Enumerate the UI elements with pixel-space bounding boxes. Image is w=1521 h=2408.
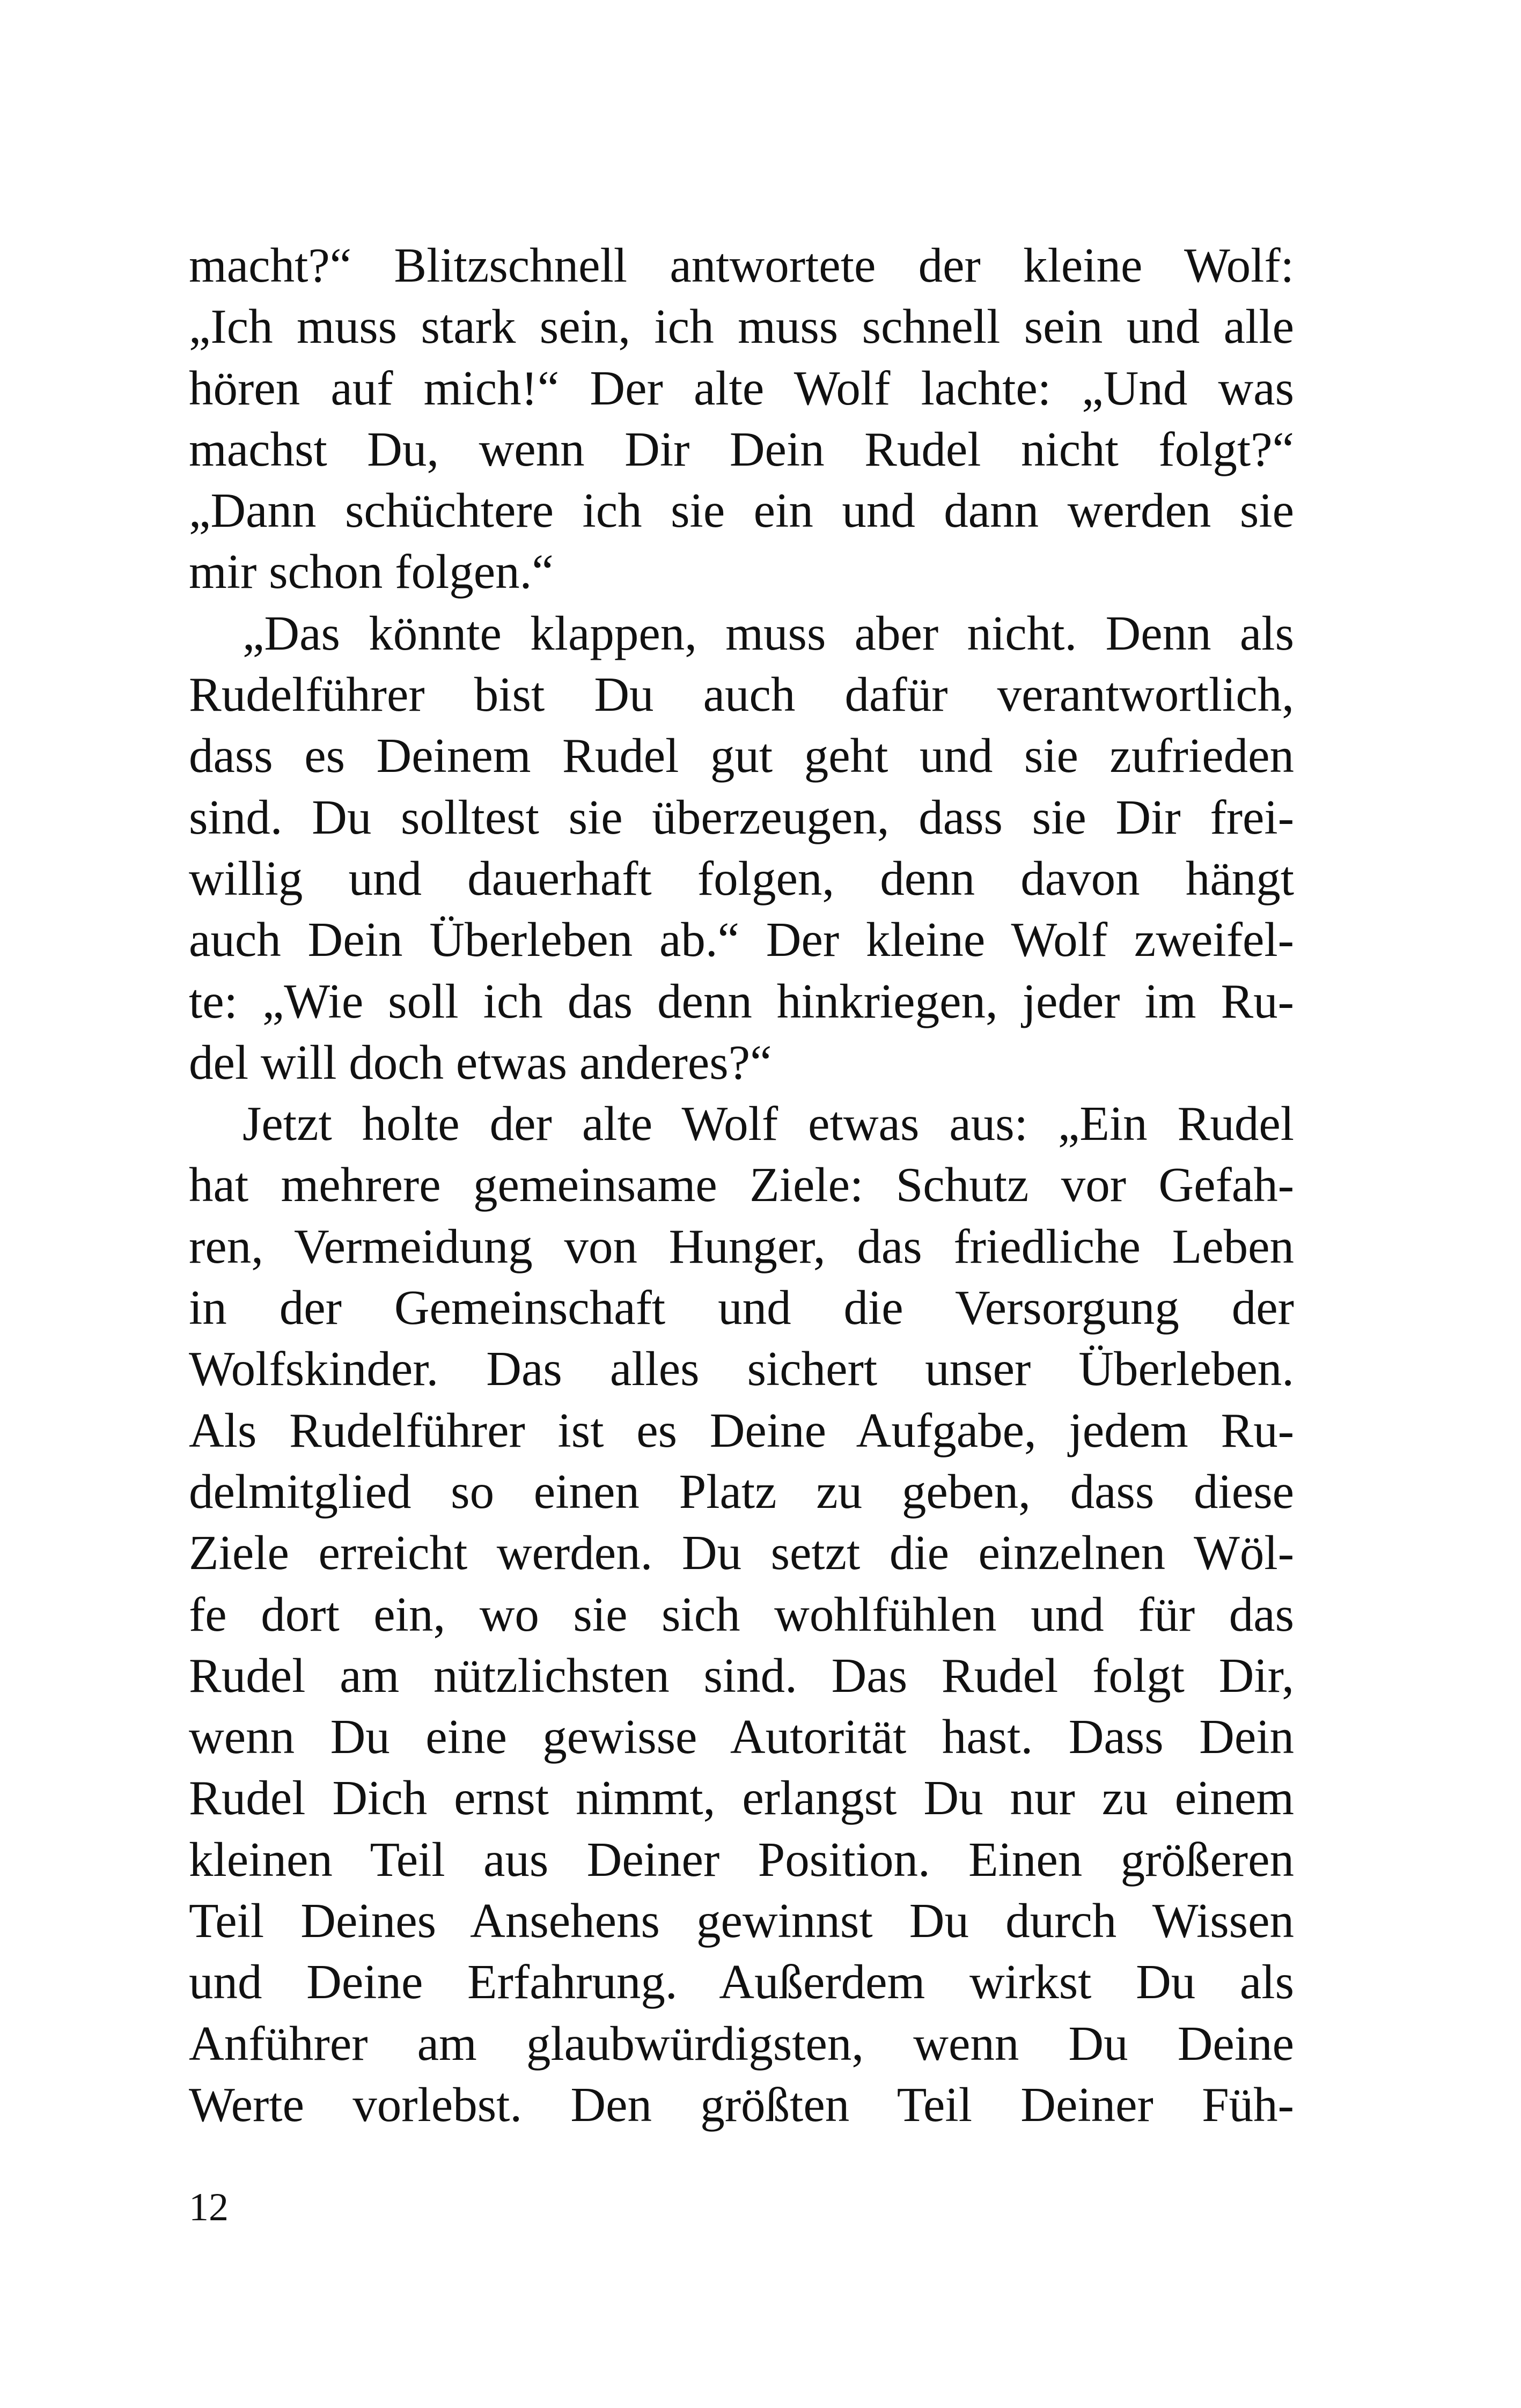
text-line: „Dann schüchtere ich sie ein und dann werden sie	[189, 483, 1294, 538]
text-line: mir schon folgen.“	[189, 544, 554, 599]
text-line: Ziele erreicht werden. Du setzt die einzelnen Wöl-	[189, 1526, 1294, 1580]
text-line: hat mehrere gemeinsame Ziele: Schutz vor Gefah-	[189, 1158, 1294, 1212]
text-line: auch Dein Überleben ab.“ Der kleine Wolf zweifel-	[189, 912, 1294, 967]
text-line: Anführer am glaubwürdigsten, wenn Du Deine	[189, 2016, 1294, 2071]
text-line: Wolfskinder. Das alles sichert unser Überleben.	[189, 1342, 1294, 1396]
text-line: sind. Du solltest sie überzeugen, dass sie Dir frei-	[189, 790, 1294, 844]
text-line: Werte vorlebst. Den größten Teil Deiner Füh-	[189, 2077, 1294, 2132]
text-line: wenn Du eine gewisse Autorität hast. Dass Dein	[189, 1710, 1294, 1764]
text-line: Teil Deines Ansehens gewinnst Du durch Wissen	[189, 1894, 1294, 1948]
text-line: del will doch etwas anderes?“	[189, 1035, 772, 1089]
paragraph	[189, 235, 1294, 603]
paragraph	[189, 1093, 1294, 2135]
text-line: fe dort ein, wo sie sich wohlfühlen und für das	[189, 1587, 1294, 1641]
text-line: Jetzt holte der alte Wolf etwas aus: „Ein Rudel	[243, 1096, 1294, 1151]
text-line: Rudelführer bist Du auch dafür verantwortlich,	[189, 667, 1294, 722]
text-line: hören auf mich!“ Der alte Wolf lachte: „Und was	[189, 360, 1294, 415]
text-line: willig und dauerhaft folgen, denn davon hängt	[189, 851, 1294, 905]
text-line: Rudel am nützlichsten sind. Das Rudel folgt Dir,	[189, 1648, 1294, 1703]
text-line: Als Rudelführer ist es Deine Aufgabe, jedem Ru-	[189, 1403, 1294, 1457]
text-line: „Das könnte klappen, muss aber nicht. Denn als	[243, 606, 1294, 660]
body-text	[189, 235, 1294, 2135]
text-line: ren, Vermeidung von Hunger, das friedliche Leben	[189, 1219, 1294, 1273]
text-line: „Ich muss stark sein, ich muss schnell sein und alle	[189, 299, 1294, 354]
text-line: macht?“ Blitzschnell antwortete der kleine Wolf:	[189, 238, 1294, 292]
text-line: machst Du, wenn Dir Dein Rudel nicht folgt?“	[189, 422, 1294, 476]
page-number: 12	[189, 2185, 229, 2229]
text-line: in der Gemeinschaft und die Versorgung der	[189, 1280, 1294, 1335]
text-line: dass es Deinem Rudel gut geht und sie zufrieden	[189, 728, 1294, 783]
paragraph	[189, 603, 1294, 1093]
text-line: te: „Wie soll ich das denn hinkriegen, jeder im Ru-	[189, 974, 1294, 1028]
text-line: delmitglied so einen Platz zu geben, dass diese	[189, 1464, 1294, 1519]
text-line: und Deine Erfahrung. Außerdem wirkst Du als	[189, 1955, 1294, 2009]
text-line: kleinen Teil aus Deiner Position. Einen größeren	[189, 1832, 1294, 1887]
text-line: Rudel Dich ernst nimmt, erlangst Du nur zu einem	[189, 1771, 1294, 1825]
